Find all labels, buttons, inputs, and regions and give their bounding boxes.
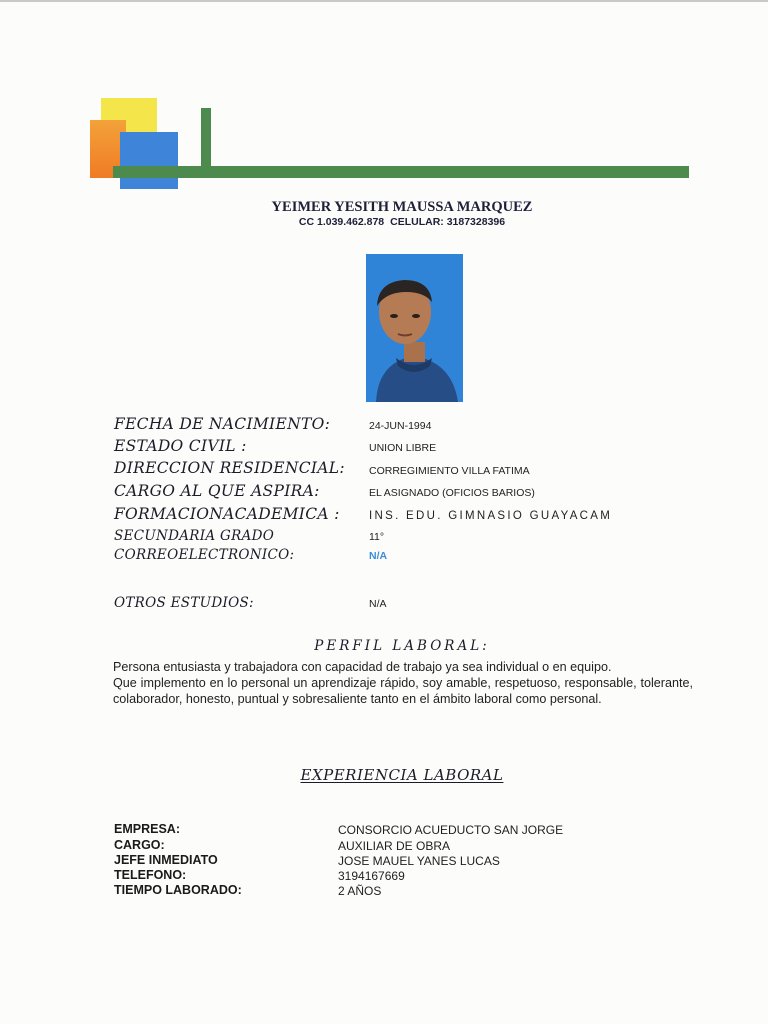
phone-number: CELULAR: 3187328396 [390, 216, 506, 228]
label-phone: TELEFONO: [114, 868, 187, 882]
perfil-title: PERFIL LABORAL: [314, 638, 490, 654]
label-birth-date: FECHA DE NACIMIENTO: [114, 415, 331, 433]
label-supervisor: JEFE INMEDIATO [114, 853, 218, 867]
label-civil-status: ESTADO CIVIL : [114, 437, 247, 455]
logo-horizontal-bar [113, 166, 689, 178]
label-address: DIRECCION RESIDENCIAL: [114, 459, 345, 477]
value-other-studies: N/A [369, 598, 387, 610]
value-company: CONSORCIO ACUEDUCTO SAN JORGE [338, 823, 564, 837]
candidate-name: YEIMER YESITH MAUSSA MARQUEZ [271, 199, 533, 215]
header-logo [88, 96, 693, 192]
logo-blue-square [120, 132, 178, 189]
logo-vertical-bar [201, 108, 211, 170]
label-email: CORREOELECTRONICO: [114, 547, 295, 563]
value-phone: 3194167669 [338, 869, 405, 883]
value-email: N/A [369, 550, 388, 562]
label-secondary-grade: SECUNDARIA GRADO [114, 528, 275, 544]
value-education: INS. EDU. GIMNASIO GUAYACAM [369, 510, 613, 522]
label-other-studies: OTROS ESTUDIOS: [114, 595, 254, 611]
value-birth-date: 24-JUN-1994 [369, 420, 432, 432]
value-time-worked: 2 AÑOS [338, 884, 382, 898]
experience-title: EXPERIENCIA LABORAL [300, 766, 504, 784]
label-time-worked: TIEMPO LABORADO: [114, 883, 242, 897]
cc-number: CC 1.039.462.878 [298, 216, 385, 228]
perfil-line-2: Que implemento en lo personal un aprendizaje rápido, soy amable, respetuoso, responsable, tolerante, colaborador, honesto, puntual y sobresaliente tanto en el ámbito laboral como personal. [113, 676, 693, 706]
label-desired-position: CARGO AL QUE ASPIRA: [114, 482, 320, 500]
perfil-text [113, 659, 693, 707]
label-education: FORMACIONACADEMICA : [114, 505, 340, 523]
value-secondary-grade: 11° [369, 531, 385, 543]
scan-edge [0, 0, 768, 2]
profile-photo [366, 254, 463, 402]
value-address: CORREGIMIENTO VILLA FATIMA [369, 465, 530, 477]
value-civil-status: UNION LIBRE [369, 442, 437, 454]
label-company: EMPRESA: [114, 822, 180, 836]
perfil-line-1: Persona entusiasta y trabajadora con capacidad de trabajo ya sea individual o en equipo. [113, 660, 612, 674]
value-job-title: AUXILIAR DE OBRA [338, 839, 451, 853]
contact-line [0, 216, 768, 228]
label-job-title: CARGO: [114, 838, 165, 852]
value-supervisor: JOSE MAUEL YANES LUCAS [338, 854, 500, 868]
value-desired-position: EL ASIGNADO (OFICIOS BARIOS) [369, 487, 535, 499]
